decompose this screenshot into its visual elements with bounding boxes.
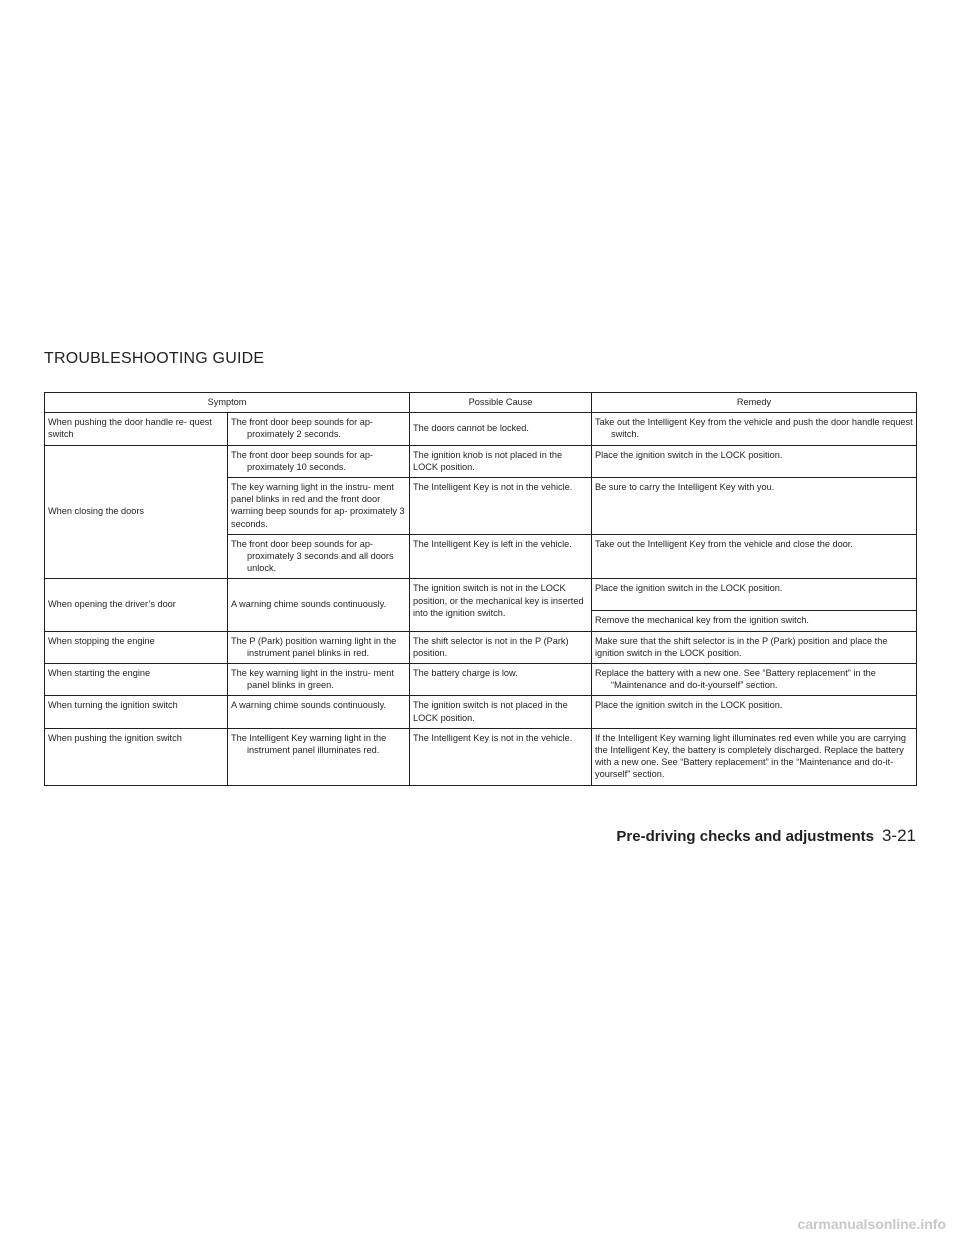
- remedy-cell: Take out the Intelligent Key from the vehicle and close the door.: [592, 534, 917, 579]
- page-number: 3-21: [881, 826, 916, 845]
- indication-text: A warning chime sounds continuously.: [231, 700, 387, 711]
- remedy-cell: [592, 728, 917, 785]
- indication-cell: [228, 728, 410, 785]
- symptom-cell: When starting the engine: [45, 664, 228, 696]
- symptom-cell: When opening the driver’s door: [45, 579, 228, 631]
- indication-text: The key warning light in the instru- ment panel blinks in green.: [231, 668, 394, 691]
- cause-cell: The ignition switch is not in the LOCK position, or the mechanical key is inserted into the ignition switch.: [410, 579, 592, 631]
- table-row: [45, 696, 917, 728]
- indication-text: The front door beep sounds for ap- proximately 2 seconds.: [231, 417, 373, 440]
- remedy-cell: [592, 413, 917, 445]
- symptom-cell: When turning the ignition switch: [45, 696, 228, 728]
- footer-section-title: Pre-driving checks and adjustments: [616, 828, 874, 845]
- troubleshooting-table: [44, 392, 917, 786]
- indication-cell: [228, 664, 410, 696]
- cause-cell: The ignition switch is not placed in the LOCK position.: [410, 696, 592, 728]
- symptom-cell: When pushing the door handle re- quest switch: [45, 413, 228, 445]
- cause-cell: The shift selector is not in the P (Park) position.: [410, 631, 592, 663]
- remedy-cell: [592, 664, 917, 696]
- indication-text: The front door beep sounds for ap- proximately 3 seconds and all doors unlock.: [231, 538, 394, 574]
- symptom-cell: When closing the doors: [45, 445, 228, 579]
- table-row: [45, 631, 917, 663]
- remedy-cell: Remove the mechanical key from the ignition switch.: [592, 611, 917, 631]
- remedy-text: If the Intelligent Key warning light illuminates red even while you are carrying the Intelligent Key, the battery is completely discharged. Replace the battery with a new one. See “Battery replacement” in the “Maintenance and do-it-yourself” section.: [595, 732, 907, 780]
- indication-cell: [228, 413, 410, 445]
- indication-cell: [228, 631, 410, 663]
- table-row: [45, 413, 917, 445]
- header-symptom: Symptom: [45, 393, 410, 413]
- page-footer: [616, 826, 916, 846]
- watermark: carmanualsonline.info: [797, 1216, 946, 1232]
- symptom-cell: When pushing the ignition switch: [45, 728, 228, 785]
- remedy-cell: Make sure that the shift selector is in the P (Park) position and place the ignition switch in the LOCK position.: [592, 631, 917, 663]
- header-possible-cause: Possible Cause: [410, 393, 592, 413]
- indication-text: A warning chime sounds continuously.: [231, 599, 387, 610]
- table-header-row: [45, 393, 917, 413]
- indication-cell: [228, 534, 410, 579]
- page-title: TROUBLESHOOTING GUIDE: [44, 350, 265, 367]
- remedy-cell: Place the ignition switch in the LOCK position.: [592, 445, 917, 477]
- cause-cell: The Intelligent Key is not in the vehicle.: [410, 728, 592, 785]
- table-row: [45, 579, 917, 611]
- cause-cell: The battery charge is low.: [410, 664, 592, 696]
- remedy-cell: Place the ignition switch in the LOCK position.: [592, 696, 917, 728]
- indication-text: The Intelligent Key warning light in the instrument panel illuminates red.: [231, 732, 387, 756]
- remedy-text: Take out the Intelligent Key from the vehicle and push the door handle request switch.: [595, 417, 913, 440]
- cause-cell: The Intelligent Key is left in the vehicle.: [410, 534, 592, 579]
- cause-cell: The ignition knob is not placed in the LOCK position.: [410, 445, 592, 477]
- indication-cell: [228, 696, 410, 728]
- indication-text: The front door beep sounds for ap- proximately 10 seconds.: [231, 449, 373, 472]
- indication-cell: [228, 445, 410, 477]
- cause-cell: The Intelligent Key is not in the vehicle.: [410, 478, 592, 535]
- remedy-cell: Place the ignition switch in the LOCK position.: [592, 579, 917, 611]
- remedy-text: Replace the battery with a new one. See “Battery replacement” in the “Maintenance and do-it-yourself” section.: [595, 668, 876, 691]
- indication-cell: The key warning light in the instru- ment panel blinks in red and the front door warning beep sounds for ap- proximately 3 seconds.: [228, 478, 410, 535]
- table-row: [45, 445, 917, 477]
- remedy-cell: Be sure to carry the Intelligent Key with you.: [592, 478, 917, 535]
- indication-cell: [228, 579, 410, 631]
- cause-cell: The doors cannot be locked.: [410, 413, 592, 445]
- table-row: [45, 664, 917, 696]
- symptom-cell: When stopping the engine: [45, 631, 228, 663]
- indication-text: The P (Park) position warning light in the instrument panel blinks in red.: [231, 635, 397, 658]
- table-row: [45, 728, 917, 785]
- header-remedy: Remedy: [592, 393, 917, 413]
